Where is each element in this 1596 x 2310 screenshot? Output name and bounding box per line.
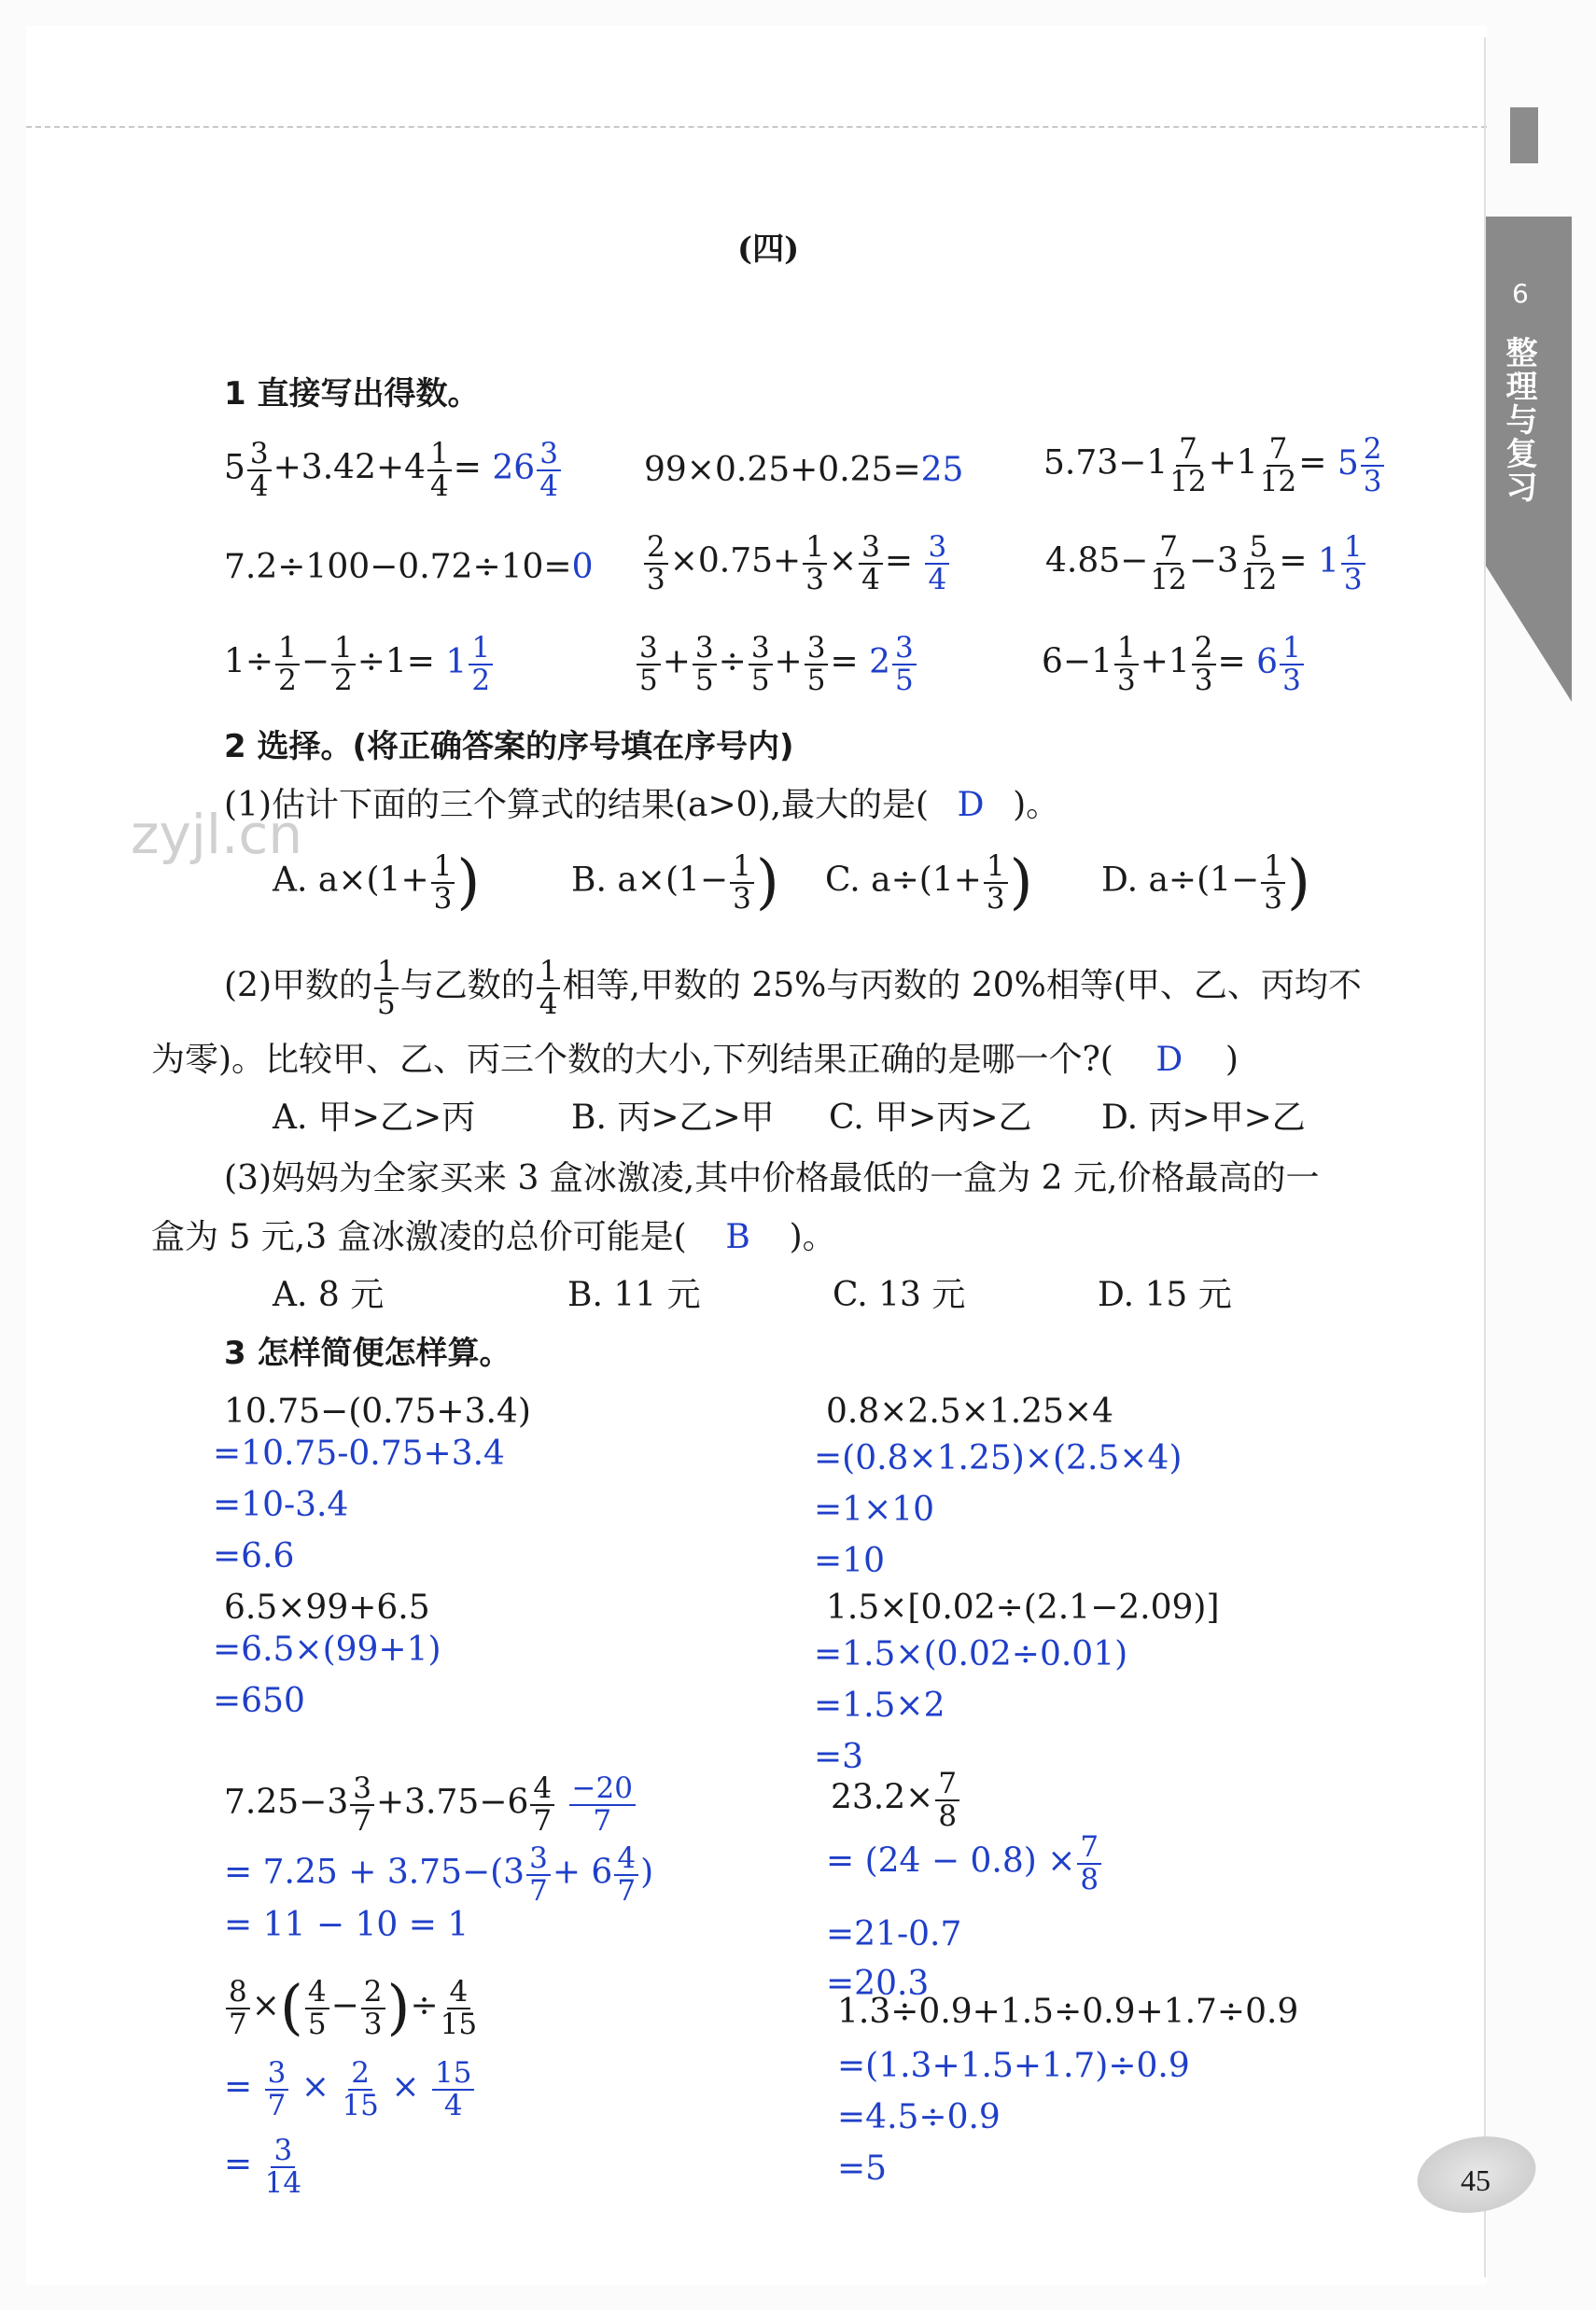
q2-p2-line1: (2)甲数的 $\frac{1}{5}$ 与乙数的 $\frac{1}{4}$ 相等,甲数的 25%与丙数的 20%相等(甲、乙、丙均不 <box>224 955 1362 1021</box>
q3-e4-step: =1.5×2 <box>814 1687 945 1725</box>
page-number: 45 <box>1461 2163 1491 2197</box>
q2-p2-line2: 为零)。比较甲、乙、丙三个数的大小,下列结果正确的是哪一个?( D ) <box>151 1041 1239 1079</box>
q1-a3: 5.73−1 $\frac{7}{12}$ +1 $\frac{7}{12}$ = 5 $\frac{2}{3}$ <box>1043 434 1386 497</box>
q1-c3: 6−1 $\frac{1}{3}$ +1 $\frac{2}{3}$ = 6 $\frac{1}{3}$ <box>1042 633 1306 695</box>
header-dashed-line <box>26 126 1487 128</box>
q2-p3-line2: 盒为 5 元,3 盒冰激凌的总价可能是( B )。 <box>151 1218 836 1256</box>
q3-e3-step: =650 <box>213 1682 305 1720</box>
q3-e1-step: =10.75-0.75+3.4 <box>213 1435 505 1473</box>
q3-heading: 3 怎样简便怎样算。 <box>224 1335 511 1372</box>
q3-e6-step1: = (24 − 0.8) × $\frac{7}{8}$ <box>826 1832 1103 1895</box>
q3-e6-step2: =21-0.7 <box>826 1915 962 1953</box>
q2-p1-option-c: C. a÷(1+ $\frac{1}{3}$ ) <box>825 847 1033 917</box>
q2-p1-option-a: A. a×(1+ $\frac{1}{3}$ ) <box>273 847 481 917</box>
q3-e8-step: =4.5÷0.9 <box>837 2098 1001 2136</box>
q2-p2-option-c: C. 甲>丙>乙 <box>829 1099 1032 1137</box>
side-tab-number: 6 <box>1512 278 1529 309</box>
q3-e6-step3: =20.3 <box>826 1965 930 2003</box>
q1-a2: 99×0.25+0.25=25 <box>644 451 964 489</box>
q2-heading: 2 选择。(将正确答案的序号填在序号内) <box>224 728 794 765</box>
q3-e2-step: =(0.8×1.25)×(2.5×4) <box>814 1439 1183 1477</box>
q2-p2-option-b: B. 丙>乙>甲 <box>571 1099 775 1137</box>
q3-e5-step1: = 7.25 + 3.75−(3 $\frac{3}{7}$ + 6 $\frac{4}{7}$ ) <box>224 1841 654 1908</box>
q2-p1-option-b: B. a×(1− $\frac{1}{3}$ ) <box>571 847 779 917</box>
q3-e3-step: =6.5×(99+1) <box>213 1631 441 1669</box>
q3-e6: 23.2× $\frac{7}{8}$ <box>831 1769 961 1831</box>
q3-e7-step1: = $\frac{3}{7}$ × $\frac{2}{15}$ × $\frac{15}{4}$ <box>224 2058 476 2121</box>
q3-e4-step: =1.5×(0.02÷0.01) <box>814 1635 1128 1673</box>
q2-p2-option-d: D. 丙>甲>乙 <box>1101 1099 1306 1137</box>
q2-p3-line1: (3)妈妈为全家买来 3 盒冰激凌,其中价格最低的一盒为 2 元,价格最高的一 <box>224 1159 1320 1197</box>
q2-p3-option-a: A. 8 元 <box>273 1276 385 1314</box>
q2-p2-option-a: A. 甲>乙>丙 <box>273 1099 476 1137</box>
section-title: (四) <box>737 231 800 268</box>
q3-e5: 7.25−3 $\frac{3}{7}$ +3.75−6 $\frac{4}{7}$ $\frac{-20}{7}$ <box>224 1773 637 1836</box>
q3-e2-step: =10 <box>814 1542 885 1580</box>
q3-e8-step: =5 <box>837 2149 888 2188</box>
q3-e4-step: =3 <box>814 1738 864 1776</box>
q1-heading: 1 直接写出得数。 <box>224 375 480 413</box>
q3-e7: $\frac{8}{7}$ ×( $\frac{4}{5}$ − $\frac{2}{3}$ )÷ $\frac{4}{15}$ <box>224 1977 479 2039</box>
q1-c1: 1÷ $\frac{1}{2}$ − $\frac{1}{2}$ ÷1= 1 $\frac{1}{2}$ <box>224 633 495 695</box>
q3-e2-step: =1×10 <box>814 1491 935 1529</box>
q1-c2: $\frac{3}{5}$ + $\frac{3}{5}$ ÷ $\frac{3}{5}$ + $\frac{3}{5}$ = 2 $\frac{3}{5}$ <box>635 633 918 695</box>
watermark: zyjl.cn <box>131 803 303 866</box>
q3-e4: 1.5×[0.02÷(2.1−2.09)] <box>826 1589 1220 1627</box>
q1-b3: 4.85− $\frac{7}{12}$ −3 $\frac{5}{12}$ = 1 $\frac{1}{3}$ <box>1045 532 1367 595</box>
q2-p3-option-d: D. 15 元 <box>1098 1276 1232 1314</box>
q2-p3-option-c: C. 13 元 <box>833 1276 966 1314</box>
side-tab-label: 整理与复习 <box>1500 336 1537 504</box>
q1-b1: 7.2÷100−0.72÷10=0 <box>224 548 594 586</box>
q3-e5-step2: = 11 − 10 = 1 <box>224 1906 469 1944</box>
page-background <box>26 26 1487 2285</box>
q3-e2: 0.8×2.5×1.25×4 <box>826 1393 1114 1431</box>
corner-marker <box>1510 107 1538 163</box>
q3-e3: 6.5×99+6.5 <box>224 1589 430 1627</box>
q3-e8: 1.3÷0.9+1.5÷0.9+1.7÷0.9 <box>837 1993 1299 2031</box>
right-margin-line <box>1484 37 1486 2277</box>
q3-e1-step: =10-3.4 <box>213 1486 349 1524</box>
q2-p1-option-d: D. a÷(1− $\frac{1}{3}$ ) <box>1101 847 1310 917</box>
q2-p1: (1)估计下面的三个算式的结果(a>0),最大的是( D )。 <box>224 786 1060 824</box>
q3-e7-step2: = $\frac{3}{14}$ <box>224 2134 302 2200</box>
q3-e8-step: =(1.3+1.5+1.7)÷0.9 <box>837 2047 1190 2085</box>
q1-a1: 5 $\frac{3}{4}$ +3.42+4 $\frac{1}{4}$ = 26 $\frac{3}{4}$ <box>224 439 563 501</box>
q3-e1-step: =6.6 <box>213 1537 295 1575</box>
q3-e1: 10.75−(0.75+3.4) <box>224 1393 531 1431</box>
q1-b2: $\frac{2}{3}$ ×0.75+ $\frac{1}{3}$ × $\frac{3}{4}$ = $\frac{3}{4}$ <box>642 532 951 595</box>
q2-p3-option-b: B. 11 元 <box>567 1276 701 1314</box>
